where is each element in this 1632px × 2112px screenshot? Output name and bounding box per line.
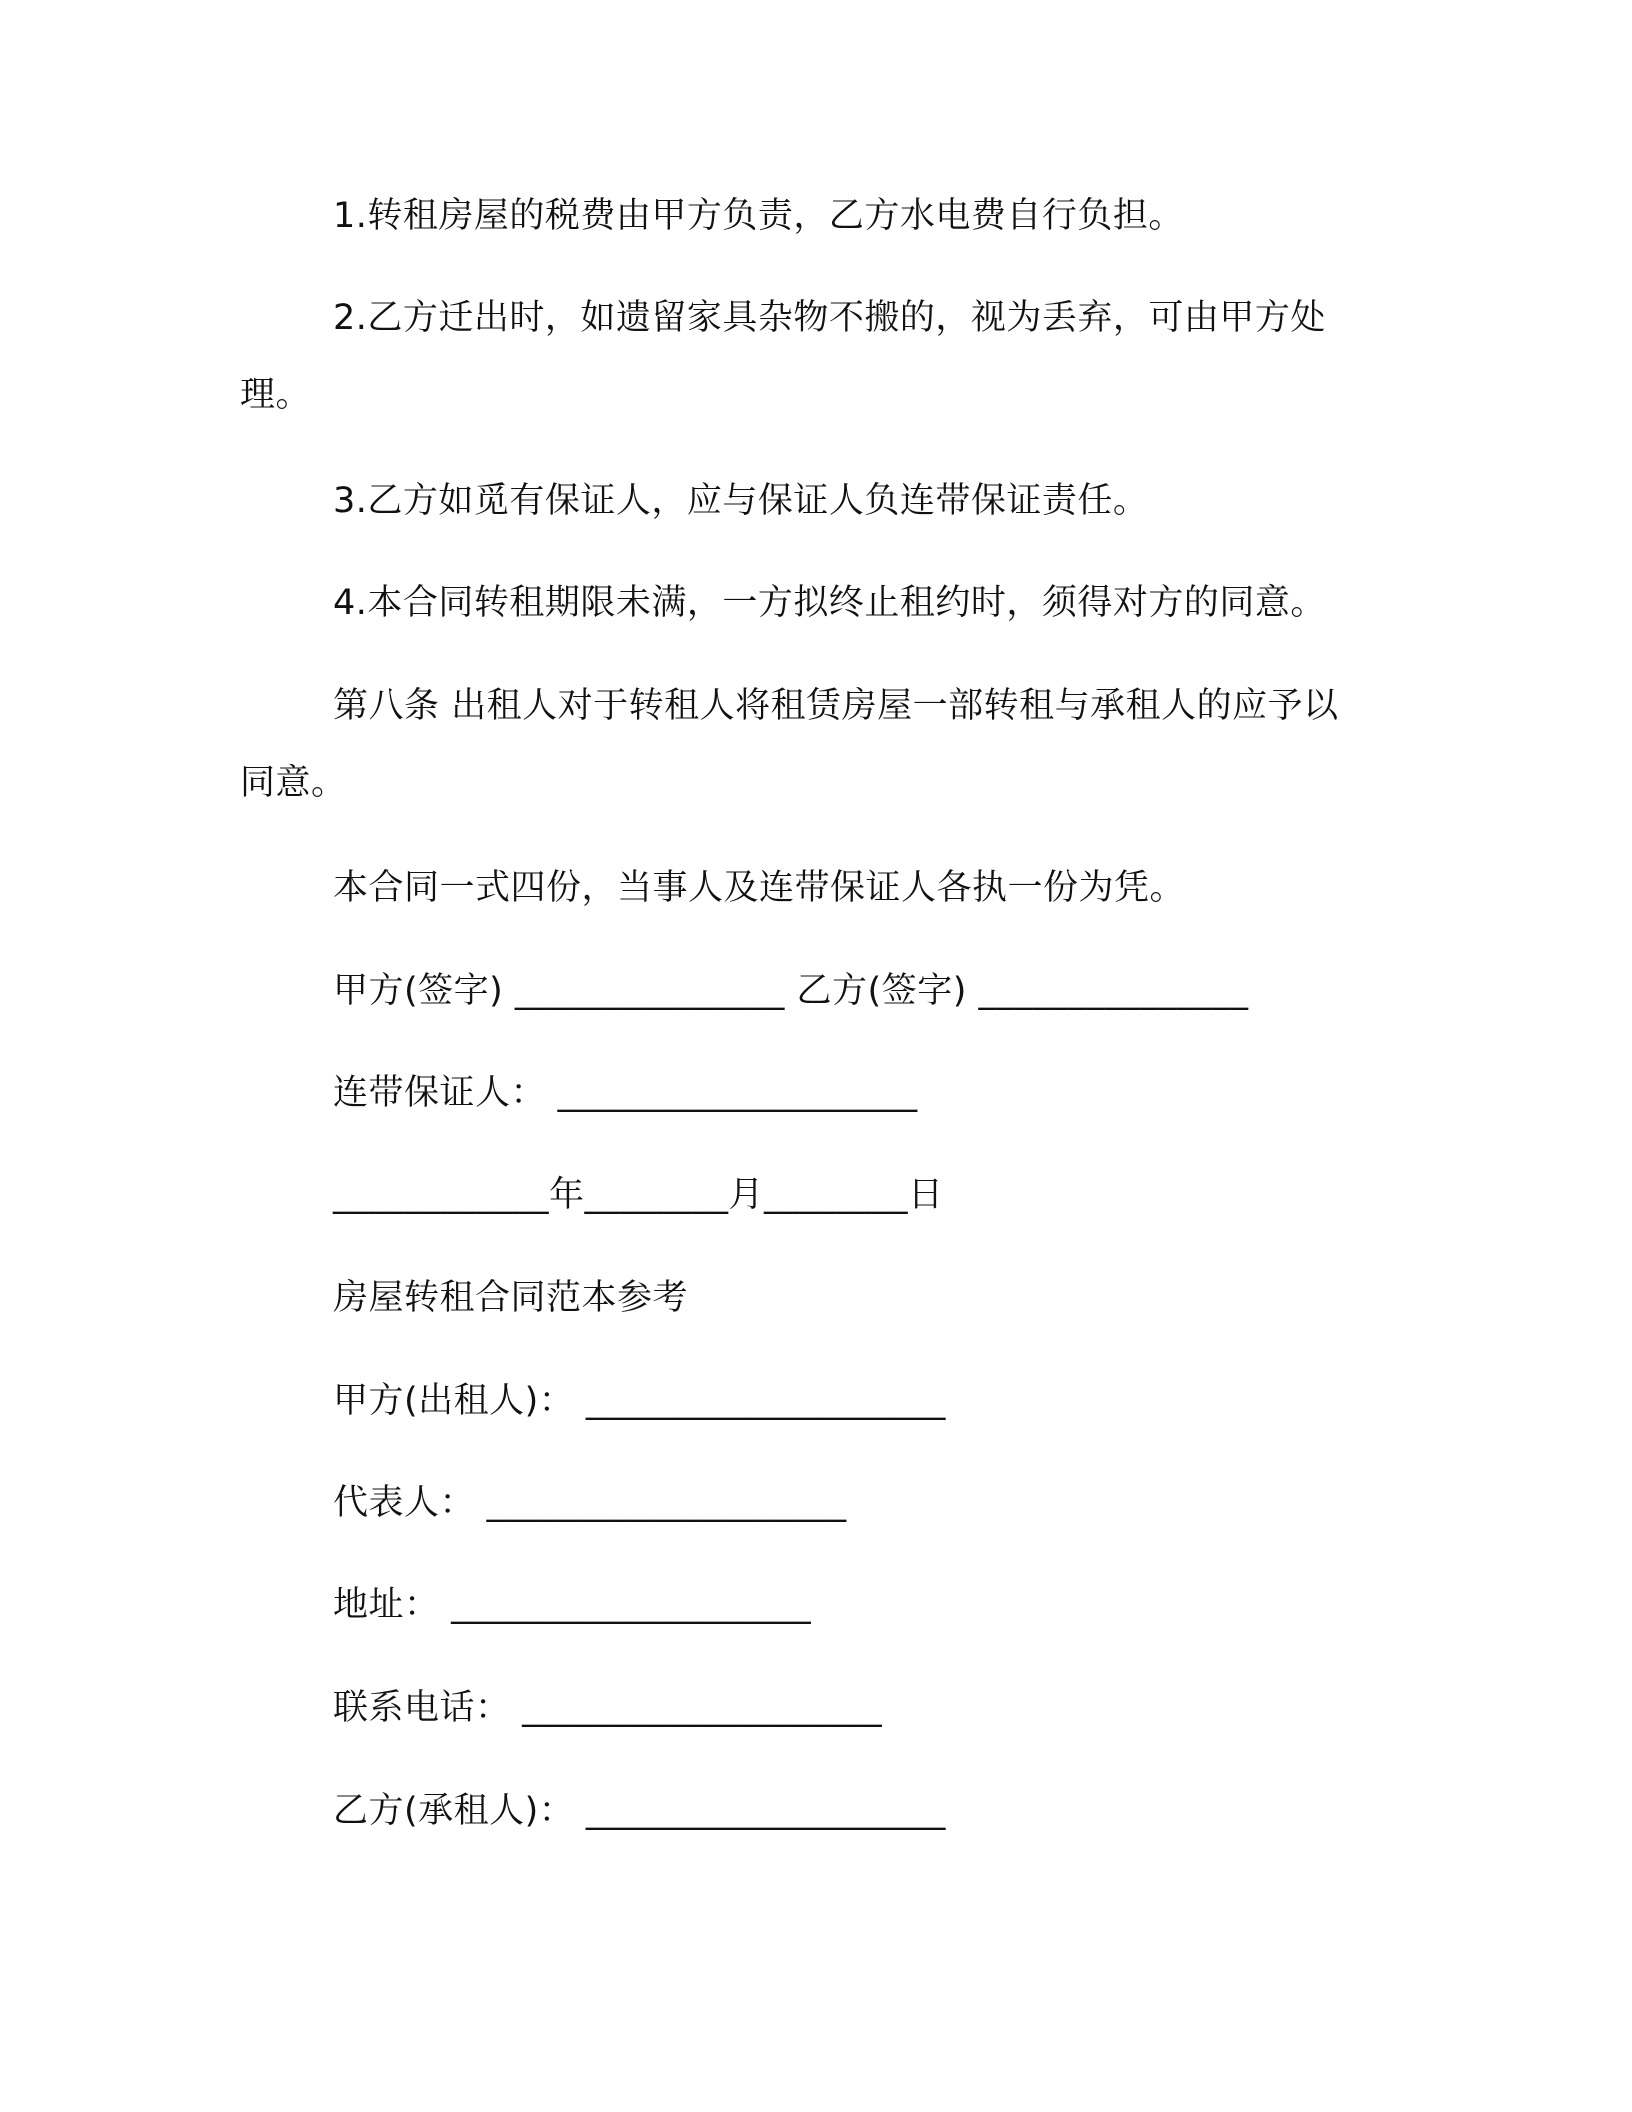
signature-line-guarantor: 连带保证人： ____________________: [333, 1073, 918, 1113]
date-line: ____________年________月________日: [333, 1175, 944, 1215]
clause-2-line-2: 理。: [240, 375, 312, 415]
article-8-line-2: 同意。: [240, 763, 347, 803]
copies-statement: 本合同一式四份，当事人及连带保证人各执一份为凭。: [333, 868, 1186, 908]
sample-title: 房屋转租合同范本参考: [333, 1278, 689, 1318]
field-lessor: 甲方(出租人)： ____________________: [333, 1381, 946, 1421]
field-lessee: 乙方(承租人)： ____________________: [333, 1791, 946, 1831]
clause-2-line-1: 2.乙方迁出时，如遗留家具杂物不搬的，视为丢弃，可由甲方处: [333, 298, 1326, 338]
signature-line-parties: 甲方(签字) _______________ 乙方(签字) _______________: [333, 971, 1249, 1011]
field-representative: 代表人： ____________________: [333, 1483, 847, 1523]
clause-3: 3.乙方如觅有保证人，应与保证人负连带保证责任。: [333, 481, 1149, 521]
article-8-line-1: 第八条 出租人对于转租人将租赁房屋一部转租与承租人的应予以: [333, 686, 1339, 726]
clause-1: 1.转租房屋的税费由甲方负责，乙方水电费自行负担。: [333, 196, 1184, 236]
clause-4: 4.本合同转租期限未满，一方拟终止租约时，须得对方的同意。: [333, 583, 1326, 623]
field-phone: 联系电话： ____________________: [333, 1688, 883, 1728]
field-address: 地址： ____________________: [333, 1585, 812, 1625]
